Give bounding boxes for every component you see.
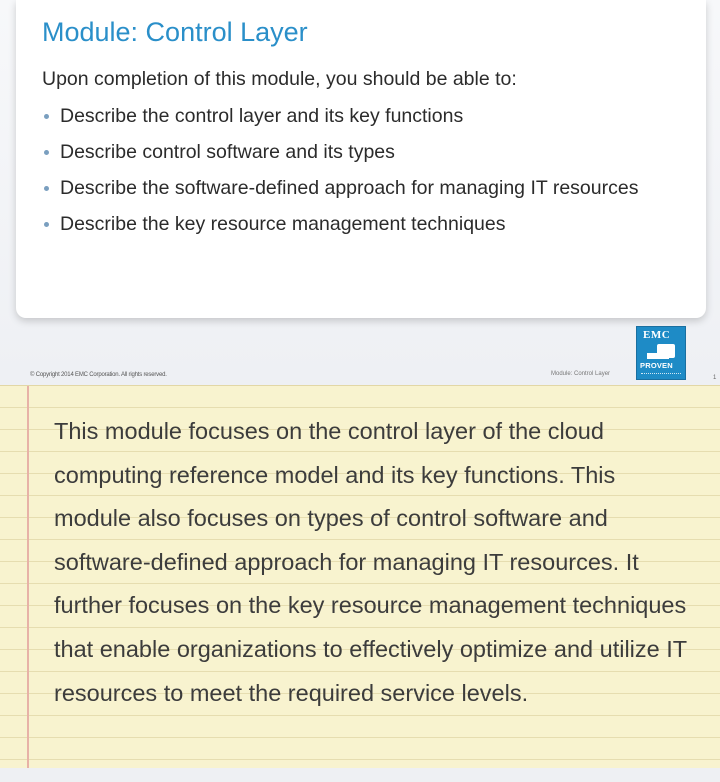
slide-area: [0, 0, 720, 385]
objective-item: [42, 210, 638, 246]
objectives-list: [42, 102, 638, 246]
copyright-text: © Copyright 2014 EMC Corporation. All rights reserved.: [30, 372, 167, 378]
objective-item: [42, 138, 638, 174]
notes-margin-line: [27, 386, 29, 769]
notes-area: [0, 385, 720, 769]
page-number: 1: [713, 375, 717, 381]
bullet-icon: [44, 150, 49, 155]
objective-item: [42, 102, 638, 138]
objective-item: [42, 174, 638, 210]
objective-text: Describe the software-defined approach for managing IT resources: [60, 177, 639, 199]
logo-tagline: PROVEN: [640, 361, 673, 370]
notes-text: This module focuses on the control layer of the cloud computing reference model and its key functions. This module also focuses on types of control software and software-defined approach for managing IT resources. It further focuses on the key resource management techniques that enable organizations to effectively optimize and utilize IT resources to meet the required service levels.: [54, 418, 687, 706]
objective-text: Describe the control layer and its key functions: [60, 105, 464, 127]
logo-dots: [641, 373, 681, 377]
emc-logo-icon: [636, 326, 686, 380]
slide-intro: Upon completion of this module, you should be able to:: [42, 68, 517, 90]
objective-text: Describe the key resource management techniques: [60, 213, 506, 235]
objective-text: Describe control software and its types: [60, 141, 395, 163]
logo-shape: [647, 353, 669, 359]
slide-title: Module: Control Layer: [42, 17, 308, 47]
logo-brand: EMC: [643, 329, 671, 341]
bottom-strip: [0, 768, 720, 782]
bullet-icon: [44, 186, 49, 191]
footer-module-name: Module: Control Layer: [551, 371, 611, 377]
bullet-icon: [44, 114, 49, 119]
bullet-icon: [44, 222, 49, 227]
